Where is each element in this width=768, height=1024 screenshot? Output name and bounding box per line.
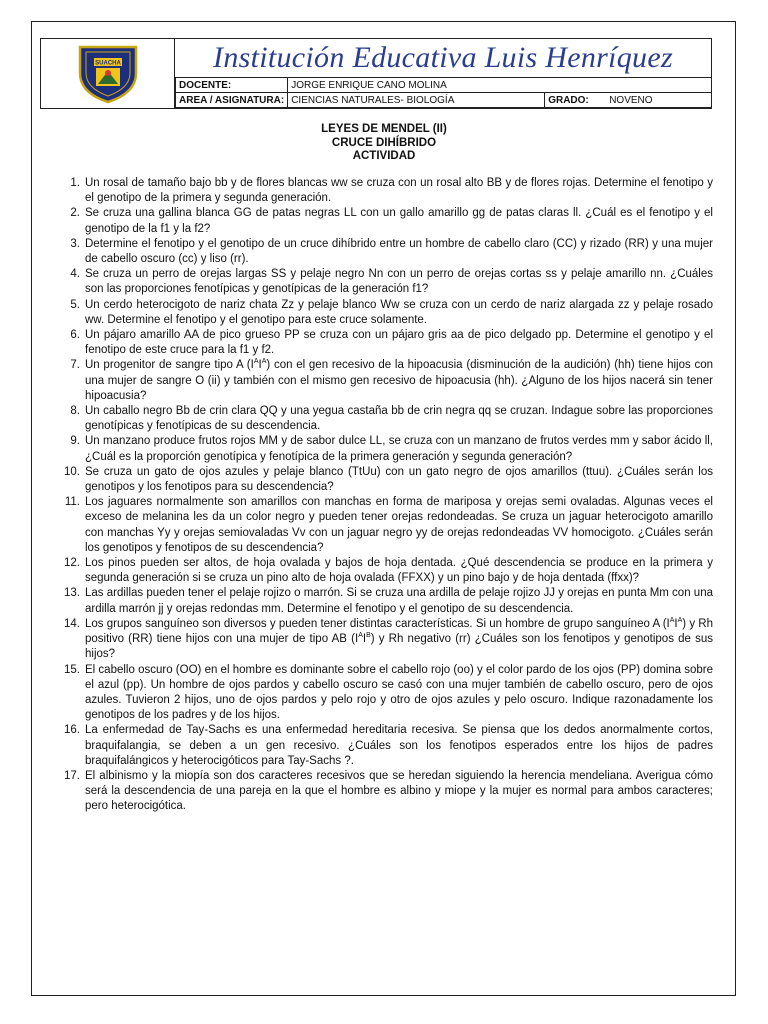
question-number: 9. bbox=[70, 435, 80, 448]
question-text: La enfermedad de Tay-Sachs es una enfermedad hereditaria recesiva. Se piensa que los dedos anormalmente cortos, braquifalangia, se deben a un gen recesivo. ¿Cuáles son los fenotipos esperados entre los hijos de padres braquifalángicos y heterocigóticos para Tay-Sachs ?. bbox=[85, 724, 713, 767]
docente-label: DOCENTE: bbox=[176, 78, 288, 93]
question-number: 17. bbox=[64, 769, 80, 782]
question-number: 5. bbox=[70, 298, 80, 311]
question-item bbox=[55, 358, 713, 404]
question-item bbox=[55, 176, 713, 206]
question-text: Las ardillas pueden tener el pelaje rojizo o marrón. Si se cruza una ardilla de pelaje rojizo JJ y orejas en punta Mm con una ardilla marrón jj y orejas redondas mm. Determine el fenotipo y el genotipo de su descendencia. bbox=[85, 587, 713, 615]
question-text: El cabello oscuro (OO) en el hombre es dominante sobre el cabello rojo (oo) y el color pardo de los ojos (PP) domina sobre el azul (pp). Un hombre de ojos pardos y cabello oscuro se casó con una mujer también de cabello oscuro, pero de ojos azules. Tuvieron 2 hijos, uno de ojos pardos y pelo rojo y otro de ojos azules y pelo oscuro. Indique razonadamente los genotipos de los padres y de los hijos. bbox=[85, 663, 713, 722]
question-item bbox=[55, 556, 713, 586]
heading-subtitle: CRUCE DIHÍBRIDO bbox=[331, 136, 437, 149]
question-item bbox=[55, 298, 713, 328]
question-number: 2. bbox=[70, 207, 80, 220]
question-item bbox=[55, 495, 713, 556]
question-item bbox=[55, 723, 713, 769]
question-text: Se cruza un gato de ojos azules y pelaje blanco (TtUu) con un gato negro de ojos amarillos (ttuu). ¿Cuáles serán los genotipos y los fenotipos para su descendencia? bbox=[85, 465, 713, 494]
question-text: Los grupos sanguíneo son diversos y pueden tener distintas características. Si un hombre de grupo sanguíneo A $(I^AI^A)$ y Rh positivo (RR) tiene hijos con una mujer de tipo AB $(I^AI^B)$ y Rh negativo (rr) ¿Cuáles son los fenotipos y genotipos de sus hijos? bbox=[85, 616, 714, 661]
question-item bbox=[55, 237, 713, 267]
activity-headings bbox=[0, 123, 768, 164]
question-number: 14. bbox=[64, 617, 80, 630]
question-number: 11. bbox=[64, 496, 80, 509]
logo-cell bbox=[41, 39, 175, 108]
question-text: Se cruza un perro de orejas largas SS y pelaje negro Nn con un perro de orejas cortas ss y pelaje amarillo nn. ¿Cuáles son las proporciones fenotípicas y genotípicas de la generación f1? bbox=[85, 268, 713, 296]
question-number: 13. bbox=[64, 587, 80, 600]
question-item bbox=[55, 328, 713, 358]
question-text: Un progenitor de sangre tipo A $(I^AI^A)$ con el gen recesivo de la hipoacusia (disminución de la audición) (hh) tiene hijos con una mujer de sangre O (ii) y también con el mismo gen recesivo de hipoacusia (hh). ¿Alguno de los hijos nacerá sin tener hipoacusia? bbox=[85, 358, 714, 402]
document-header bbox=[40, 38, 712, 109]
question-text: El albinismo y la miopía son dos caracteres recesivos que se heredan siguiendo la herencia mendeliana. Averigua cómo será la descendencia de una pareja en la que el hombre es albino y miope y la mujer es normal para ambos caracteres; pero heterocigótica. bbox=[85, 769, 713, 813]
question-number: 3. bbox=[70, 237, 80, 250]
question-item bbox=[55, 769, 713, 815]
heading-title: LEYES DE MENDEL (II) bbox=[321, 123, 447, 135]
question-number: 6. bbox=[70, 329, 80, 342]
question-text: Un cerdo heterocigoto de nariz chata Zz y pelaje blanco Ww se cruza con un cerdo de nariz alargada zz y pelaje rosado ww. Determine el fenotipo y el genotipo para este cruce solamente. bbox=[85, 298, 713, 326]
area-value: CIENCIAS NATURALES- BIOLOGÍA bbox=[288, 93, 545, 108]
question-number: 4. bbox=[70, 268, 80, 281]
question-number: 8. bbox=[70, 405, 80, 418]
area-label: AREA / ASIGNATURA: bbox=[176, 93, 288, 108]
question-item bbox=[55, 267, 713, 297]
question-text: Se cruza una gallina blanca GG de patas negras LL con un gallo amarillo gg de patas claras ll. ¿Cuál es el fenotipo y el genotipo de la f1 y la f2? bbox=[85, 207, 713, 235]
info-table bbox=[175, 77, 712, 108]
question-item bbox=[55, 465, 713, 495]
question-text: Determine el fenotipo y el genotipo de un cruce dihíbrido entre un hombre de cabello claro (CC) y rizado (RR) y una mujer de cabello oscuro (cc) y liso (rr). bbox=[85, 237, 713, 266]
question-number: 12. bbox=[64, 557, 80, 570]
school-name: Institución Educativa Luis Henríquez bbox=[213, 41, 673, 74]
question-number: 15. bbox=[64, 663, 80, 676]
question-item bbox=[55, 404, 713, 434]
logo-text: SUACHA bbox=[94, 60, 121, 66]
heading-activity: ACTIVIDAD bbox=[352, 150, 416, 162]
question-number: 16. bbox=[64, 724, 80, 737]
question-number: 7. bbox=[70, 359, 80, 372]
question-text: Un rosal de tamaño bajo bb y de flores blancas ww se cruza con un rosal alto BB y de flores rojas. Determine el fenotipo y el genotipo de la primera y segunda generación. bbox=[85, 177, 713, 205]
question-item bbox=[55, 586, 713, 616]
grado-value: NOVENO bbox=[606, 93, 711, 108]
question-text: Un caballo negro Bb de crin clara QQ y una yegua castaña bb de crin negra qq se cruzan. Indague sobre las proporciones genotípicas y fenotípicas de su descendencia. bbox=[85, 405, 713, 433]
question-text: Los pinos pueden ser altos, de hoja ovalada y bajos de hoja dentada. ¿Qué descendencia se produce en la primera y segunda generación si se cruza un pino alto de hoja ovalada (FFXX) y un pino bajo y de hoja dentada (ffxx)? bbox=[85, 557, 713, 585]
question-text: Los jaguares normalmente son amarillos con manchas en forma de mariposa y orejas semi ovaladas. Algunas veces el exceso de melanina les da un color negro y pueden tener orejas redondeadas. Se cruza un jaguar heterocigoto amarillo con manchas Yy y orejas semiovaladas Vv con un jaguar negro yy de orejas redondeadas VV homocigoto. ¿Cuáles serán los genotipos y fenotipos de su descendencia? bbox=[85, 496, 713, 554]
question-item bbox=[55, 617, 713, 663]
question-text: Un pájaro amarillo AA de pico grueso PP se cruza con un pájaro gris aa de pico delgado pp. Determine el genotipo y el fenotipo de este cruce para la f1 y f2. bbox=[85, 329, 713, 357]
question-number: 1. bbox=[70, 177, 80, 189]
question-item bbox=[55, 663, 713, 724]
question-list bbox=[55, 176, 713, 815]
question-number: 10. bbox=[64, 465, 80, 478]
question-item bbox=[55, 434, 713, 464]
question-text: Un manzano produce frutos rojos MM y de sabor dulce LL, se cruza con un manzano de frutos verdes mm y sabor ácido ll, ¿Cuál es la proporción genotípica y fenotípica de la primera generación y segunda generación? bbox=[85, 435, 713, 463]
docente-value: JORGE ENRIQUE CANO MOLINA bbox=[288, 78, 712, 93]
school-shield-logo bbox=[74, 43, 142, 105]
question-item bbox=[55, 206, 713, 236]
grado-label: GRADO: bbox=[545, 93, 607, 108]
